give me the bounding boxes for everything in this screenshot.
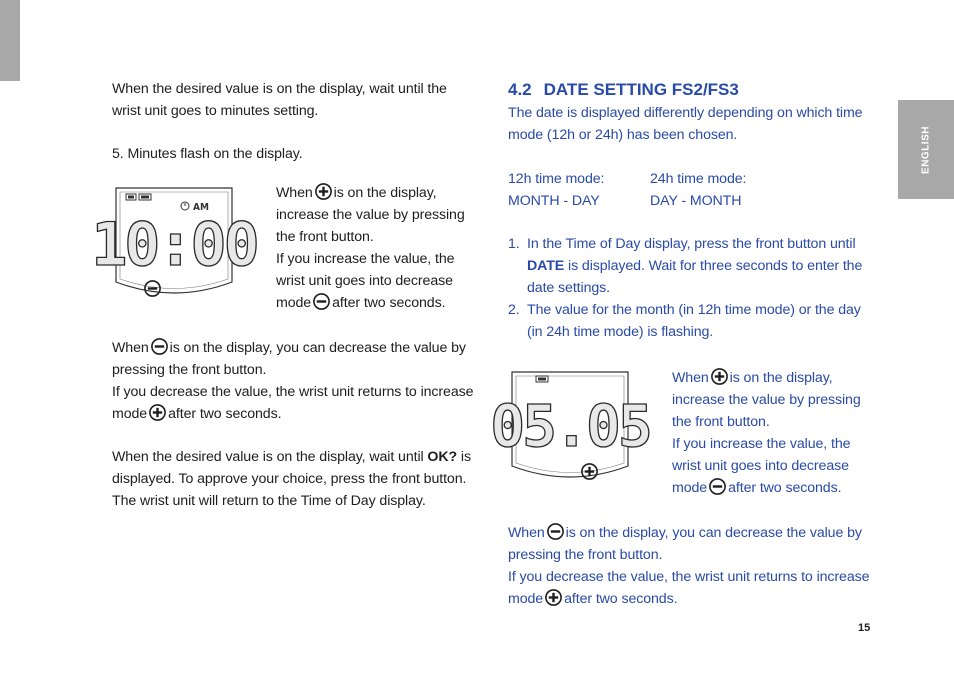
mode-12h: 12h time mode: MONTH - DAY — [508, 171, 605, 209]
right-side-text: When is on the display, increase the value by pressing the front button. If you increase the value, the wrist unit goes into decrease mode after two seconds. — [672, 370, 861, 496]
lcd-digits: 05.05 — [490, 392, 650, 460]
watch-display-minutes — [91, 186, 257, 298]
minus-icon — [145, 281, 160, 296]
plus-icon — [315, 183, 332, 200]
watch-display-date — [490, 370, 650, 482]
page-number: 15 — [858, 622, 871, 634]
plus-icon — [711, 368, 728, 385]
mode-24h: 24h time mode: DAY - MONTH — [650, 171, 747, 209]
step-2: 2. The value for the month (in 12h time mode) or the day (in 24h time mode) is flashing. — [508, 302, 861, 340]
minus-icon — [547, 523, 564, 540]
plus-icon — [149, 404, 166, 421]
corner-tab — [0, 0, 20, 81]
right-paragraph-2: When is on the display, you can decrease the value by pressing the front button. If you decrease the value, the wrist unit returns to increase mode after two seconds. — [508, 525, 870, 607]
lcd-digits: 10:00 — [91, 210, 257, 280]
am-indicator: AM — [193, 202, 209, 213]
left-paragraph-2: When is on the display, you can decrease the value by pressing the front button. If you decrease the value, the wrist unit returns to increase mode after two seconds. — [112, 340, 474, 422]
plus-icon — [545, 589, 562, 606]
left-side-text: When is on the display, increase the value by pressing the front button. If you increase the value, the wrist unit goes into decrease mode after two seconds. — [276, 185, 465, 311]
step-1: 1. In the Time of Day display, press the front button until DATE is displayed. Wait for three seconds to enter the date settings. — [508, 236, 863, 296]
section-heading: 4.2 DATE SETTING FS2/FS3 — [508, 80, 739, 99]
language-tab — [898, 100, 954, 199]
plus-icon — [582, 464, 597, 479]
left-paragraph-1: When the desired value is on the display, wait until the wrist unit goes to minutes setting. — [112, 81, 447, 119]
minus-icon — [313, 293, 330, 310]
step-5: 5. Minutes flash on the display. — [112, 146, 303, 162]
left-paragraph-3: When the desired value is on the display, wait until OK? is displayed. To approve your choice, press the front button. The wrist unit will return to the Time of Day display. — [112, 449, 471, 509]
minus-icon — [151, 338, 168, 355]
minus-icon — [709, 478, 726, 495]
language-tab-label: ENGLISH — [920, 125, 932, 174]
right-intro: The date is displayed differently depending on which time mode (12h or 24h) has been chosen. — [508, 105, 863, 143]
